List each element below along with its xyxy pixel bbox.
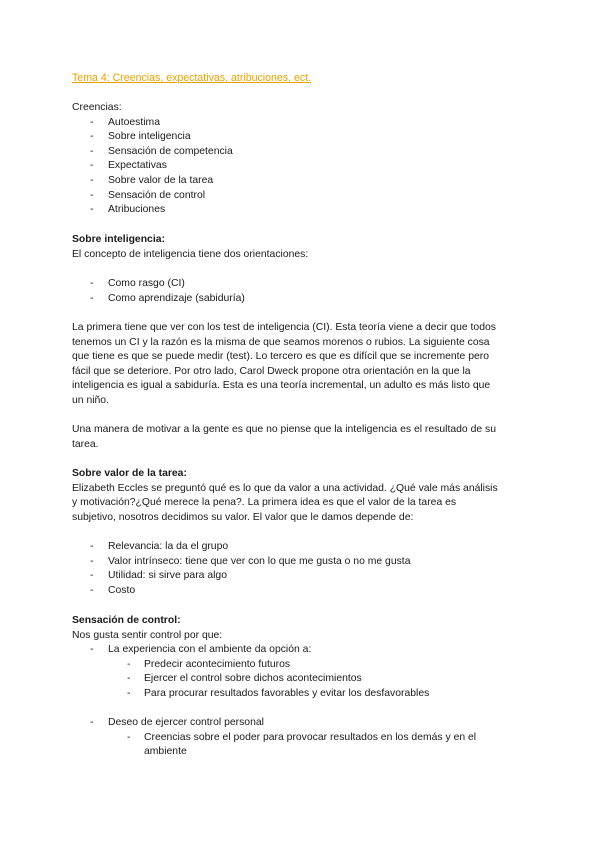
sub-list-item: - Ejercer el control sobre dichos acontecimientos	[72, 672, 532, 687]
text-line: Una manera de motivar a la gente es que no piense que la inteligencia es el resultado de su	[72, 424, 496, 435]
list-item: - Atribuciones	[72, 203, 532, 218]
list-item: - Como aprendizaje (sabiduría)	[72, 292, 532, 307]
list-item: - Sensación de competencia	[72, 145, 532, 160]
sub-list-item: - Predecir acontecimiento futuros	[72, 658, 532, 673]
list-item: - Expectativas	[72, 159, 532, 174]
list-item: - Sobre inteligencia	[72, 130, 532, 145]
valor-heading: Sobre valor de la tarea:	[72, 468, 187, 479]
control-section	[72, 614, 532, 702]
control-sublist-2	[72, 731, 532, 760]
list-item: - Sobre valor de la tarea	[72, 174, 532, 189]
document-title: Tema 4: Creencias, expectativas, atribuciones, ect.	[72, 72, 312, 84]
inteligencia-heading: Sobre inteligencia:	[72, 234, 165, 245]
control-list-2	[72, 716, 532, 731]
creencias-heading: Creencias:	[72, 102, 122, 113]
list-item: - Sensación de control	[72, 189, 532, 204]
sub-list-item	[72, 731, 532, 760]
list-item: - Como rasgo (CI)	[72, 277, 532, 292]
control-heading: Sensación de control:	[72, 615, 181, 626]
list-item: - Relevancia: la da el grupo	[72, 540, 532, 555]
text-line: y motivación?¿Qué merece la pena?. La primera idea es que el valor de la tarea es	[72, 497, 457, 509]
control-list-1	[72, 643, 532, 658]
text-line: tarea.	[72, 438, 99, 450]
valor-list	[72, 540, 532, 598]
inteligencia-section	[72, 233, 532, 262]
valor-section	[72, 467, 532, 525]
creencias-section	[72, 101, 532, 218]
list-item: - Deseo de ejercer control personal	[72, 716, 532, 731]
text-line: ambiente	[144, 746, 187, 758]
text-line: un niño.	[72, 394, 109, 406]
list-item: - Valor intrínseco: tiene que ver con lo que me gusta o no me gusta	[72, 555, 532, 570]
text-line: inteligencia es igual a sabiduría. Esta es una teoría incremental, un adulto es más listo que	[72, 380, 491, 392]
list-item: - La experiencia con el ambiente da opción a:	[72, 643, 532, 658]
text-line: tenemos un CI y la razón es la misma de que seamos morenos o rubios. La siguiente cosa	[72, 336, 490, 348]
text-line: que tiene es que se puede medir (test). Lo tercero es que es difícil que se incremente pero	[72, 351, 490, 363]
text-line: subjetivo, nosotros decidimos su valor. El valor que le damos depende de:	[72, 511, 414, 523]
control-block-2	[72, 716, 532, 760]
sub-list-item: - Para procurar resultados favorables y evitar los desfavorables	[72, 687, 532, 702]
text-line: Elizabeth Eccles se preguntó qué es lo que da valor a una actividad. ¿Qué vale más análisis	[72, 482, 498, 494]
inteligencia-list-block	[72, 277, 532, 306]
text-line: - Creencias sobre el poder para provocar resultados en los demás y en el	[144, 731, 477, 743]
control-intro: Nos gusta sentir control por que:	[72, 629, 223, 641]
text-line: La primera tiene que ver con los test de inteligencia (CI). Esta teoría viene a decir que todos	[72, 322, 496, 333]
inteligencia-list	[72, 277, 532, 306]
inteligencia-paragraph-1	[72, 321, 532, 409]
creencias-list	[72, 116, 532, 218]
inteligencia-intro: El concepto de inteligencia tiene dos orientaciones:	[72, 248, 309, 260]
inteligencia-paragraph-2	[72, 423, 532, 452]
list-item: - Costo	[72, 584, 532, 599]
list-item: - Autoestima	[72, 116, 532, 131]
control-sublist-1	[72, 658, 532, 702]
list-item: - Utilidad: si sirve para algo	[72, 569, 532, 584]
text-line: fácil que se deteriore. Por otro lado, Carol Dweck propone otra orientación en la que la	[72, 365, 471, 377]
valor-list-block	[72, 540, 532, 598]
